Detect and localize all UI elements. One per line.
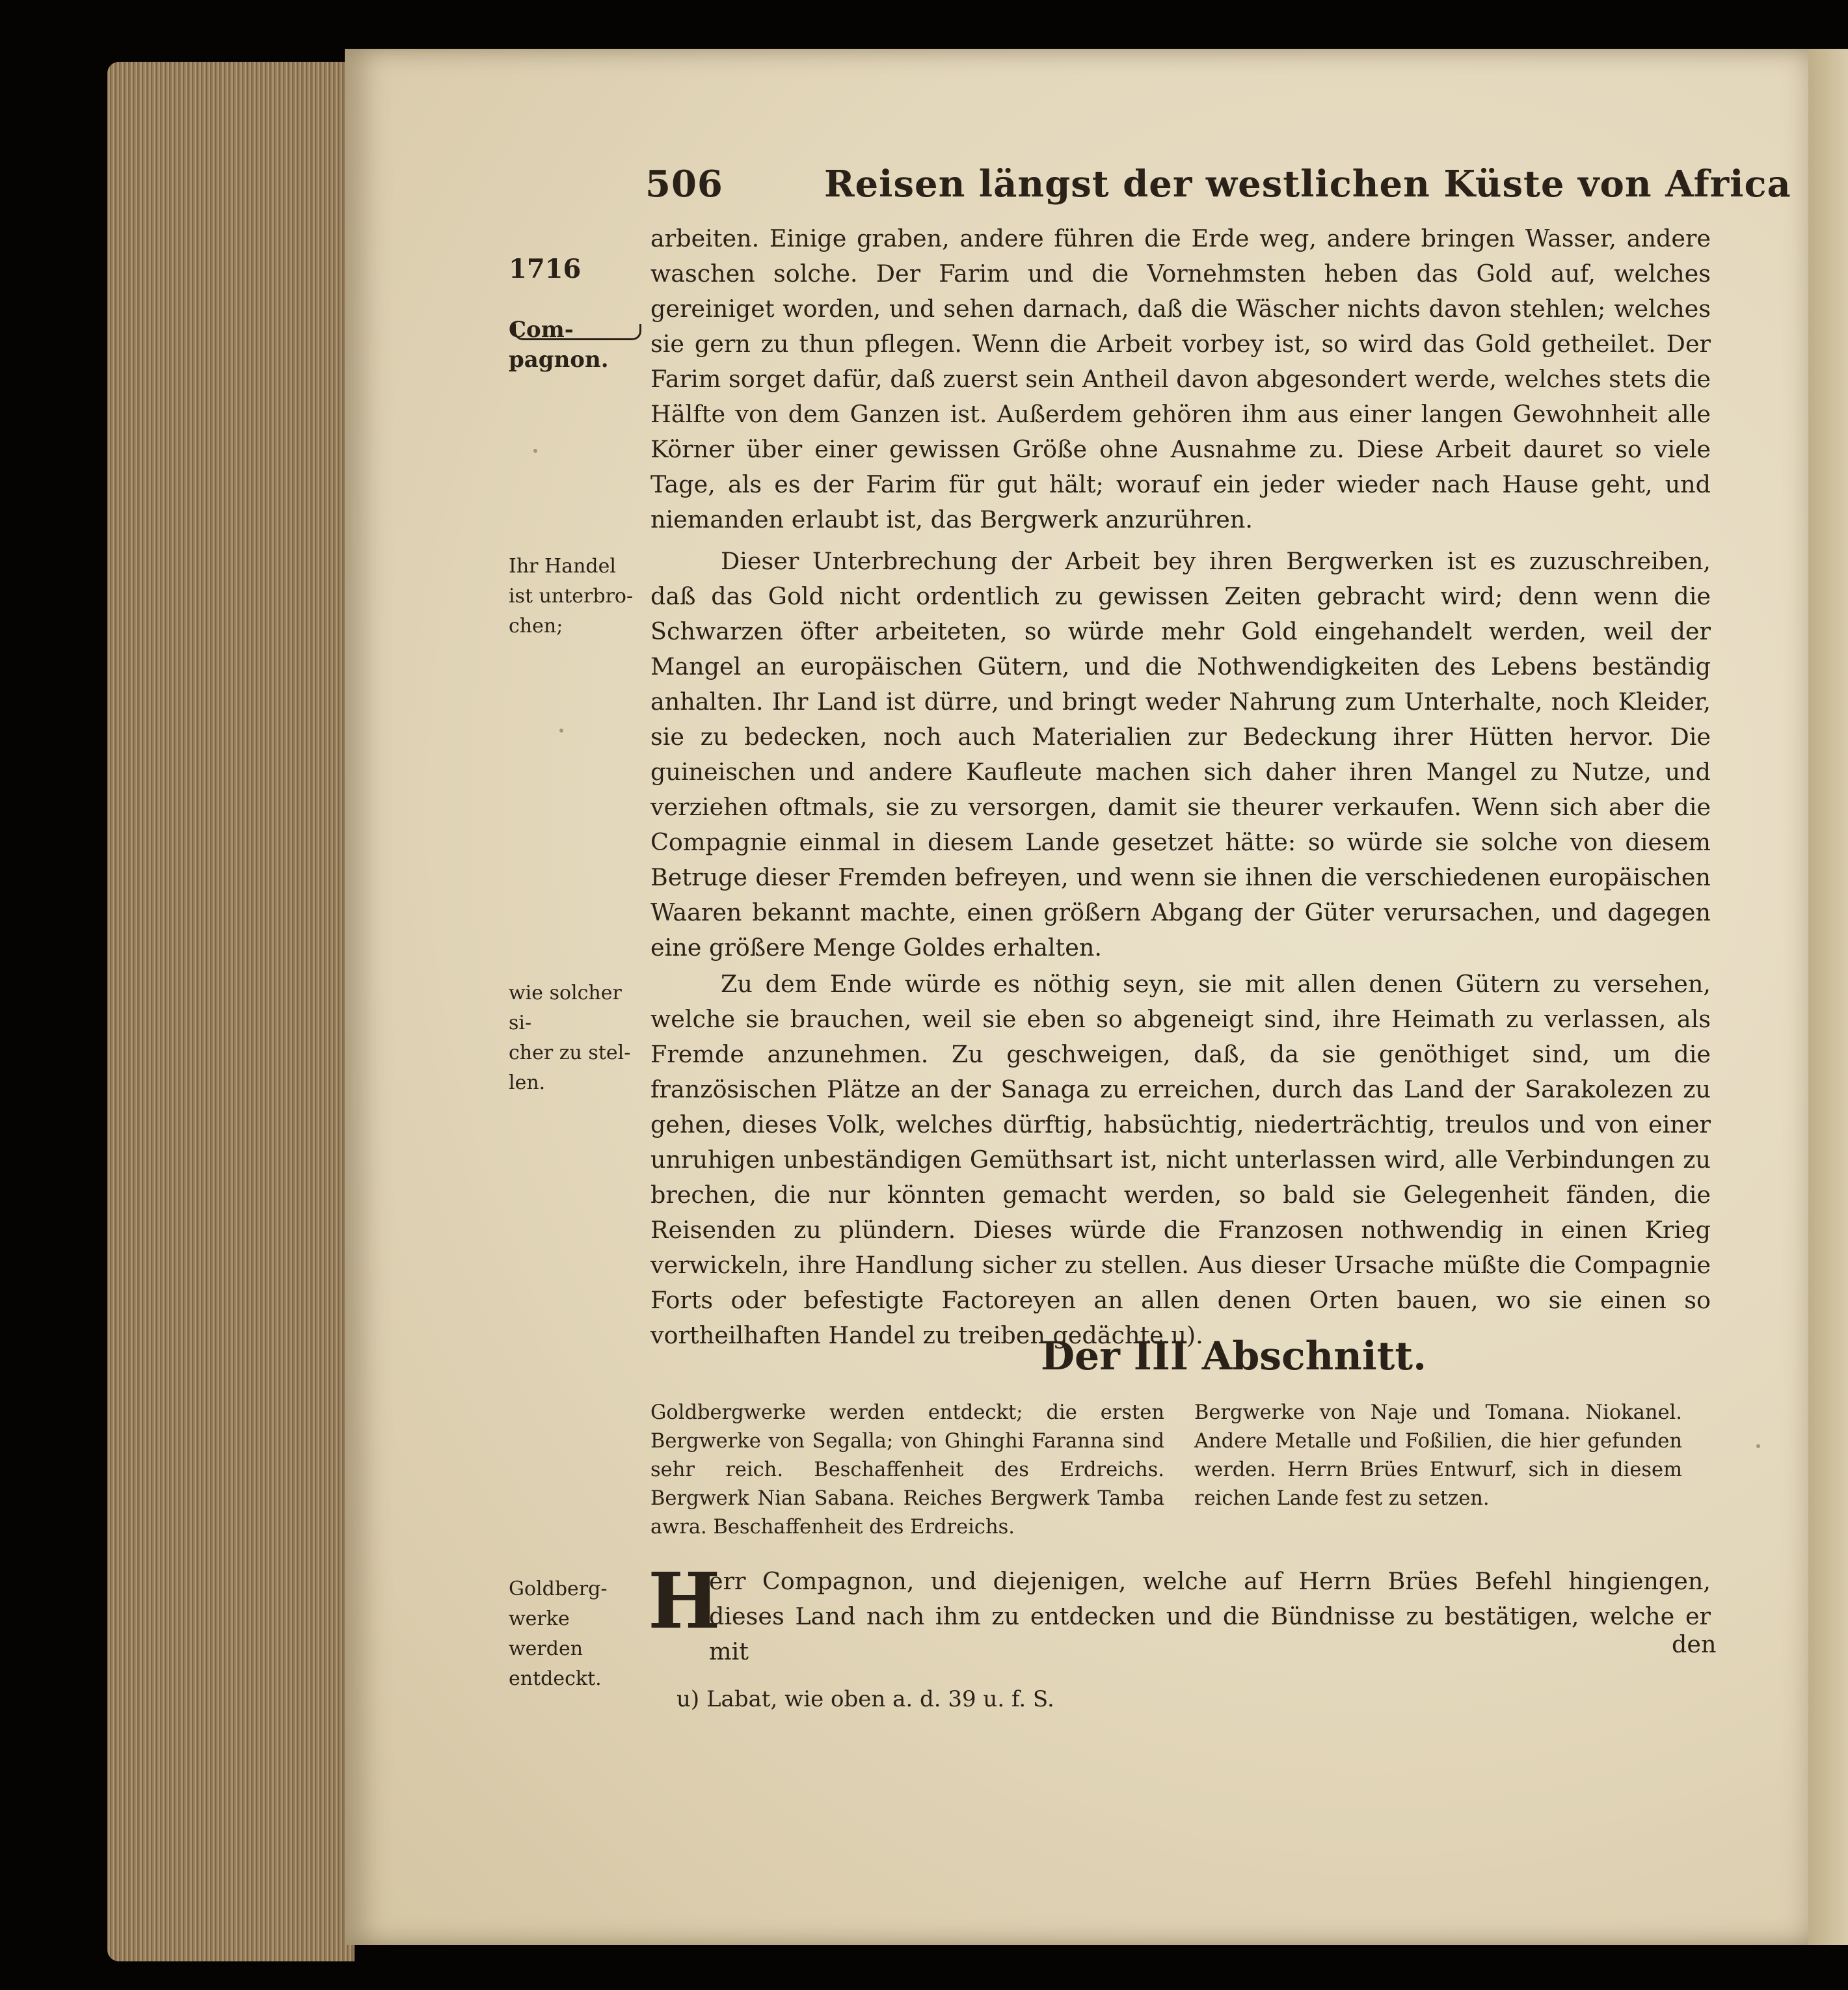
margin-note-sichern: wie solcher si- cher zu stel- len. xyxy=(509,982,631,1094)
footnote: u) Labat, wie oben a. d. 39 u. f. S. xyxy=(676,1686,1054,1712)
paragraph-2 xyxy=(650,544,1711,965)
margin-note-date xyxy=(509,224,645,405)
paragraph-2-text: Dieser Unterbrechung der Arbeit bey ihren Bergwerken ist es zuzuschreiben, daß das Gold nicht ordentlich zu gewissen Zeiten gebracht wird; denn wenn die Schwarzen öfter arbeiteten, so würde mehr Gold eingehandelt werden, weil der Mangel an europäischen Gütern, und die Nothwendigkeiten des Lebens beständig anhalten. Ihr Land ist dürre, und bringt weder Nahrung zum Unterhalte, noch Kleider, sie zu bedecken, noch auch Materialien zur Bedeckung ihrer Hütten hervor. Die guineischen und andere Kaufleute machen sich daher ihren Mangel zu Nutze, und verziehen oftmals, sie zu versorgen, damit sie theurer verkaufen. Wenn sich aber die Compagnie einmal in diesem Lande gesetzet hätte: so würde sie solche von diesem Betruge dieser Fremden befreyen, und wenn sie ihnen die verschiedenen europäischen Waaren bekannt machte, einen größern Abgang der Güter verursachen, und dagegen eine größere Menge Goldes erhalten. xyxy=(650,547,1711,961)
page-number: 506 xyxy=(645,163,723,206)
paper-speck xyxy=(1756,1444,1760,1448)
drop-cap: H xyxy=(648,1555,721,1646)
running-title: Reisen längst der westlichen Küste von Africa xyxy=(824,163,1791,206)
margin-name: Com- pagnon. xyxy=(509,317,609,373)
margin-note-goldbergwerke: Goldberg- werke werden entdeckt. xyxy=(509,1578,608,1690)
margin-year: 1716 xyxy=(509,254,582,284)
paragraph-3 xyxy=(650,967,1711,1353)
running-header xyxy=(645,163,1791,215)
section-summary-right: Bergwerke von Naje und Tomana. Niokanel. Andere Metalle und Foßilien, die hier gefunden werden. Herrn Brües Entwurf, sich in diesem reichen Lande fest zu setzen. xyxy=(1194,1401,1682,1510)
margin-note-handel: Ihr Handel ist unterbro- chen; xyxy=(509,555,634,638)
catchword: den xyxy=(1672,1630,1717,1658)
final-paragraph: err Compagnon, und diejenigen, welche auf Herrn Brües Befehl hingiengen, dieses Land nach ihm zu entdecken und die Bündnisse zu bestätigen, welche er mit xyxy=(709,1567,1711,1665)
section-title: Der III Abschnitt. xyxy=(1041,1334,1426,1379)
paragraph-3-text: Zu dem Ende würde es nöthig seyn, sie mit allen denen Gütern zu versehen, welche sie brauchen, weil sie eben so abgeneigt sind, ihre Heimath zu verlassen, als Fremde anzunehmen. Zu geschweigen, daß, da sie genöthiget sind, um die französischen Plätze an der Sanaga zu erreichen, durch das Land der Sarakolezen zu gehen, dieses Volk, welches dürftig, habsüchtig, niederträchtig, treulos und von einer unruhigen unbeständigen Gemüthsart ist, nicht unterlassen wird, alle Verbindungen zu brechen, die nur könnten gemacht werden, so bald sie Gelegenheit fänden, die Reisenden zu plündern. Dieses würde die Franzosen nothwendig in einen Krieg verwickeln, ihre Handlung sicher zu stellen. Aus dieser Ursache müßte die Compagnie Forts oder befestigte Factoreyen an allen denen Orten bauen, wo sie einen so vortheilhaften Handel zu treiben gedächte u). xyxy=(650,970,1711,1349)
section-summary-left: Goldbergwerke werden entdeckt; die ersten Bergwerke von Segalla; von Ghinghi Faranna sind sehr reich. Beschaffenheit des Erdreichs. Bergwerk Nian Sabana. Reiches Bergwerk Tamba awra. Beschaffenheit des Erdreichs. xyxy=(650,1401,1164,1539)
margin-bracket xyxy=(514,324,641,340)
page-edges xyxy=(107,62,355,1961)
paper-speck xyxy=(533,449,537,453)
facing-page-edge xyxy=(1808,49,1848,1945)
paragraph-1: arbeiten. Einige graben, andere führen die Erde weg, andere bringen Wasser, andere waschen solche. Der Farim und die Vornehmsten heben das Gold auf, welches gereiniget worden, und sehen darnach, daß die Wäscher nichts davon stehlen; welches sie gern zu thun pflegen. Wenn die Arbeit vorbey ist, so wird das Gold getheilet. Der Farim sorget dafür, daß zuerst sein Antheil davon abgesondert werde, welches stets die Hälfte von dem Ganzen ist. Außerdem gehören ihm aus einer langen Gewohnheit alle Körner über einer gewissen Größe ohne Ausnahme zu. Diese Arbeit dauret so viele Tage, als es der Farim für gut hält; worauf ein jeder wieder nach Hause geht, und niemanden erlaubt ist, das Bergwerk anzurühren. xyxy=(650,224,1711,533)
paper-speck xyxy=(559,729,563,733)
